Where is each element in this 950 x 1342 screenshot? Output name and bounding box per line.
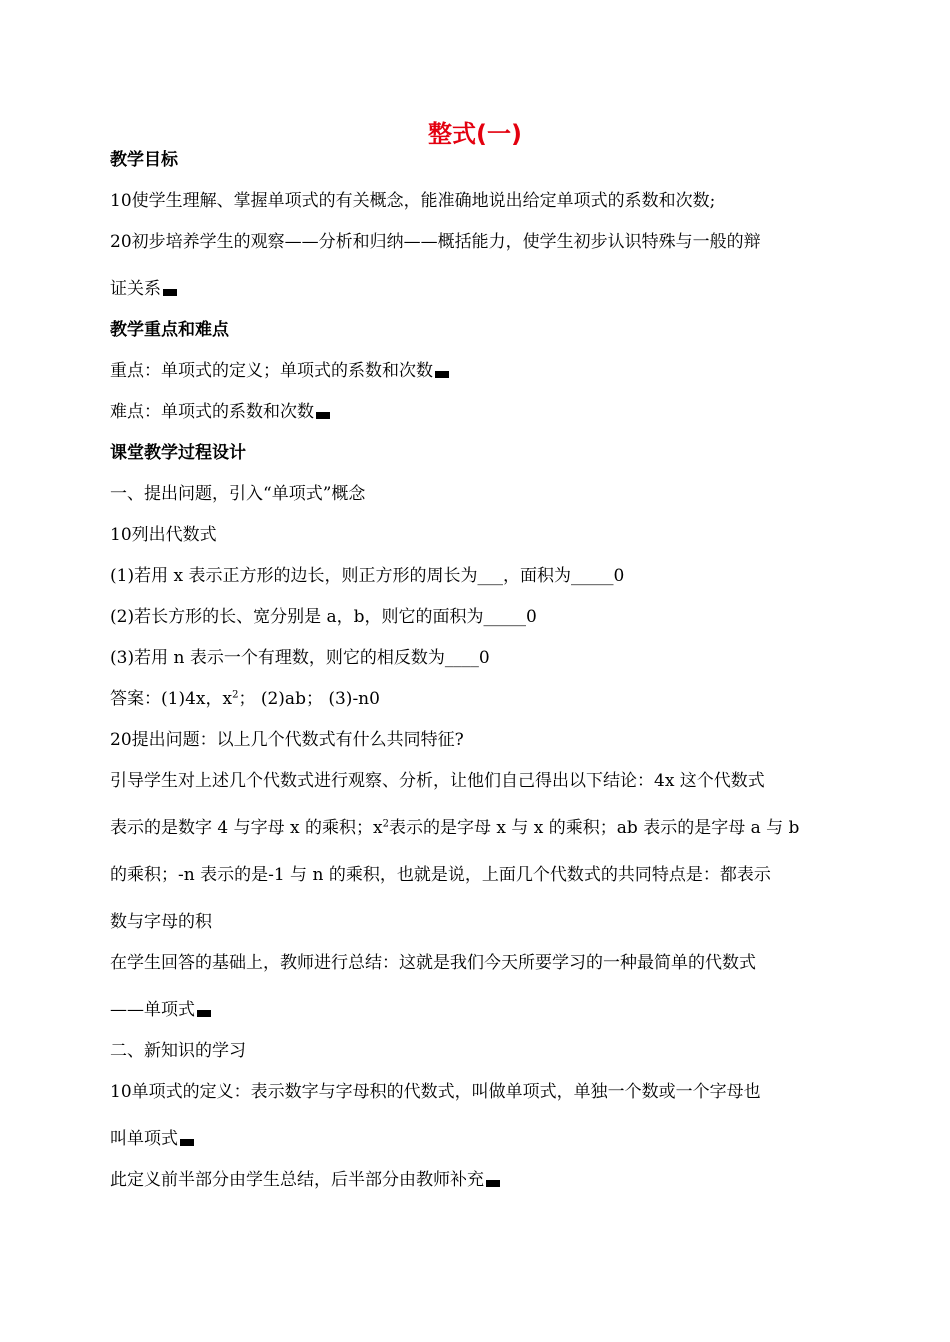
guide-line-3: 的乘积；-n 表示的是-1 与 n 的乘积，也就是说，上面几个代数式的共同特点是：都表示 (110, 865, 771, 885)
answer-superscript: 2 (232, 689, 239, 701)
summary-line-1: 在学生回答的基础上，教师进行总结：这就是我们今天所要学习的一种最简单的代数式 (110, 953, 756, 973)
step-2: 20提出问题：以上几个代数式有什么共同特征? (110, 730, 464, 750)
goal-item-1: 10使学生理解、掌握单项式的有关概念，能准确地说出给定单项式的系数和次数; (110, 191, 716, 211)
part-2-title: 二、新知识的学习 (110, 1041, 246, 1061)
key-point-text: 重点：单项式的定义；单项式的系数和次数 (110, 361, 433, 381)
answer-prefix: 答案：(1)4x，x (110, 689, 233, 709)
heading-key-points: 教学重点和难点 (110, 320, 229, 340)
guide-superscript: 2 (382, 818, 389, 830)
definition-note-text: 此定义前半部分由学生总结，后半部分由教师补充 (110, 1170, 484, 1190)
definition-line-2 (110, 1127, 845, 1151)
heading-process: 课堂教学过程设计 (110, 443, 246, 463)
goal-item-2-line-1: 20初步培养学生的观察——分析和归纳——概括能力，使学生初步认识特殊与一般的辩 (110, 232, 761, 252)
step-1: 10列出代数式 (110, 525, 217, 545)
end-mark-icon (316, 412, 330, 419)
part-1-title: 一、提出问题，引入“单项式”概念 (110, 484, 366, 504)
end-mark-icon (435, 371, 449, 378)
end-mark-icon (486, 1180, 500, 1187)
definition-line-2-text: 叫单项式 (110, 1129, 178, 1149)
definition-note (110, 1168, 845, 1192)
question-3: (3)若用 n 表示一个有理数，则它的相反数为____0 (110, 648, 490, 668)
guide-line-2-a: 表示的是数字 4 与字母 x 的乘积；x (110, 818, 383, 838)
answer-suffix: ； (2)ab； (3)-n0 (238, 689, 380, 709)
end-mark-icon (163, 289, 177, 296)
page-title: 整式(一) (428, 120, 522, 148)
end-mark-icon (180, 1139, 194, 1146)
guide-line-2-b: 表示的是字母 x 与 x 的乘积；ab 表示的是字母 a 与 b (388, 818, 800, 838)
guide-line-2 (110, 816, 845, 840)
difficulty-text: 难点：单项式的系数和次数 (110, 402, 314, 422)
summary-line-2-text: ——单项式 (110, 1000, 195, 1020)
summary-line-2 (110, 998, 845, 1022)
definition-line-1: 10单项式的定义：表示数字与字母积的代数式，叫做单项式，单独一个数或一个字母也 (110, 1082, 761, 1102)
answer-line (110, 687, 845, 711)
guide-line-4: 数与字母的积 (110, 912, 212, 932)
guide-line-1: 引导学生对上述几个代数式进行观察、分析，让他们自己得出以下结论：4x 这个代数式 (110, 771, 765, 791)
key-point (110, 359, 845, 383)
end-mark-icon (197, 1010, 211, 1017)
goal-item-2-text: 证关系 (110, 279, 161, 299)
difficulty-point (110, 400, 845, 424)
heading-goals: 教学目标 (110, 150, 178, 170)
question-1: (1)若用 x 表示正方形的边长，则正方形的周长为___，面积为_____0 (110, 566, 625, 586)
goal-item-2-line-2 (110, 277, 845, 301)
question-2: (2)若长方形的长、宽分别是 a，b，则它的面积为_____0 (110, 607, 537, 627)
